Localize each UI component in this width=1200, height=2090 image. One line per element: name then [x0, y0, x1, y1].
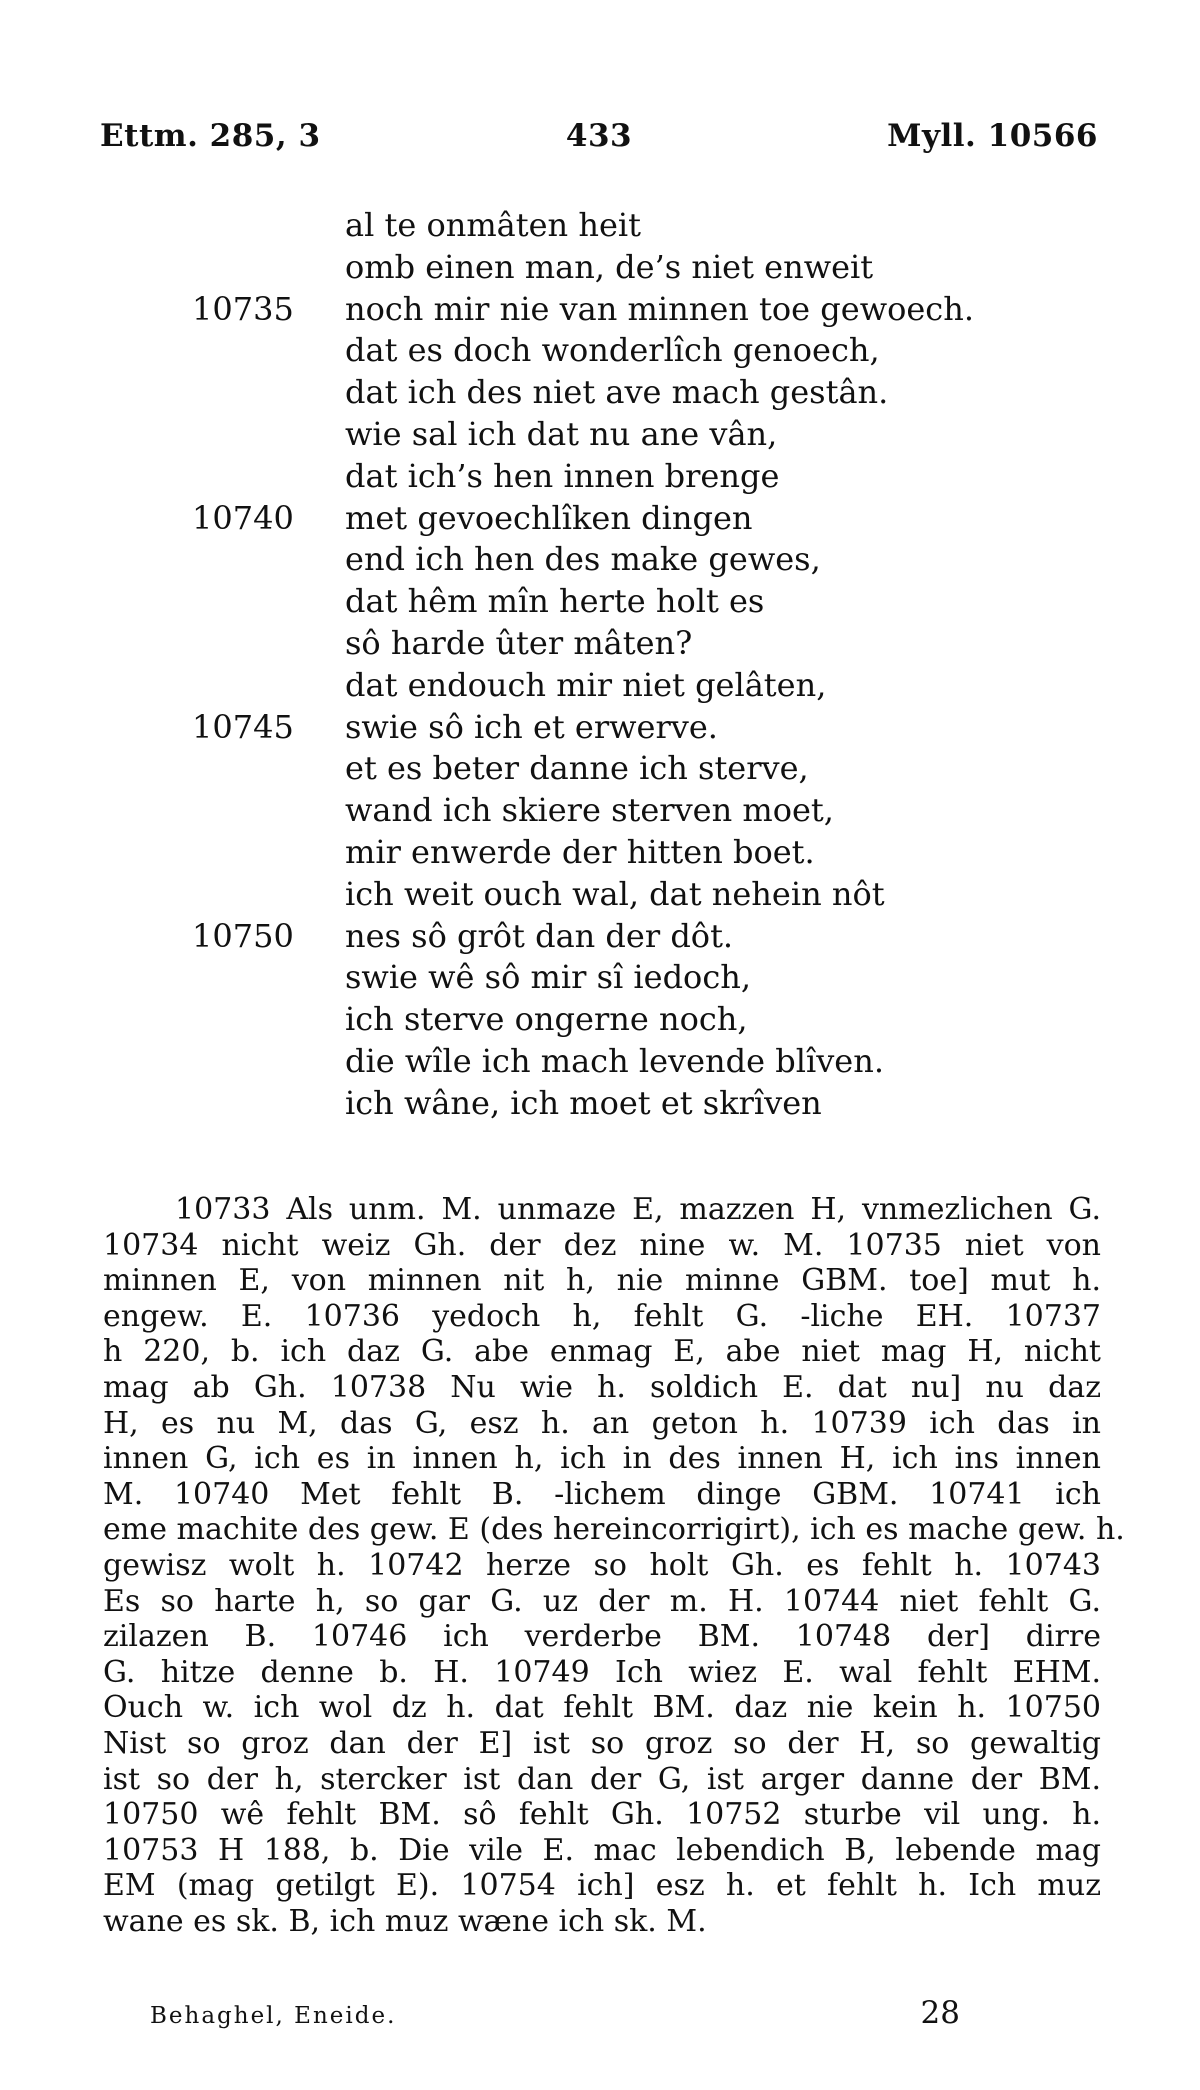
verse-line: [150, 957, 1050, 999]
verse-text-line: et es beter danne ich sterve,: [345, 749, 809, 788]
verse-text-line: swie sô ich et erwerve.: [345, 707, 718, 746]
verse-text-line: end ich hen des make gewes,: [345, 540, 821, 579]
verse-number: 10740: [192, 498, 294, 537]
apparatus-line: 10753 H 188, b. Die vile E. mac lebendich B, lebende mag: [103, 1832, 1101, 1868]
verse-line: [150, 247, 1050, 289]
verse-text-line: nes sô grôt dan der dôt.: [345, 916, 734, 955]
header-right-reference: Myll. 10566: [887, 118, 1098, 154]
verse-text-line: die wîle ich mach levende blîven.: [345, 1041, 884, 1080]
apparatus-line: wane es sk. B, ich muz wæne ich sk. M.: [103, 1903, 707, 1939]
verse-line: [150, 916, 1050, 958]
verse-line: [150, 1083, 1050, 1125]
apparatus-line: engew. E. 10736 yedoch h, fehlt G. -liche EH. 10737: [103, 1298, 1101, 1334]
verse-line: [150, 790, 1050, 832]
apparatus-line: h 220, b. ich daz G. abe enmag E, abe niet mag H, nicht: [103, 1334, 1101, 1370]
verse-line: [150, 372, 1050, 414]
verse-text-line: omb einen man, de’s niet enweit: [345, 247, 874, 286]
apparatus-line: mag ab Gh. 10738 Nu wie h. soldich E. dat nu] nu daz: [103, 1369, 1101, 1405]
verse-text-line: wand ich skiere sterven moet,: [345, 791, 834, 830]
apparatus-line: gewisz wolt h. 10742 herze so holt Gh. es fehlt h. 10743: [103, 1547, 1101, 1583]
verse-line: [150, 289, 1050, 331]
apparatus-line: Es so harte h, so gar G. uz der m. H. 10744 niet fehlt G.: [103, 1583, 1101, 1619]
verse-number: 10745: [192, 707, 294, 746]
verse-text-line: mir enwerde der hitten boet.: [345, 832, 815, 871]
page-footer: [150, 1995, 960, 2035]
apparatus-line: 10733 Als unm. M. unmaze E, mazzen H, vnmezlichen G.: [175, 1192, 1101, 1227]
verse-text-line: swie wê sô mir sî iedoch,: [345, 958, 752, 997]
verse-text-line: dat ich des niet ave mach gestân.: [345, 373, 889, 412]
verse-line: [150, 414, 1050, 456]
apparatus-line: G. hitze denne b. H. 10749 Ich wiez E. wal fehlt EHM.: [103, 1654, 1101, 1690]
verse-text-line: dat es doch wonderlîch genoech,: [345, 331, 880, 370]
footer-signature: Behaghel, Eneide.: [150, 2003, 397, 2029]
verse-text-line: dat endouch mir niet gelâten,: [345, 665, 827, 704]
running-header: [100, 118, 1098, 162]
critical-apparatus: [103, 1192, 1125, 1939]
verse-line: [150, 832, 1050, 874]
verse-line: [150, 581, 1050, 623]
header-left-reference: Ettm. 285, 3: [100, 118, 321, 154]
verse-line: [150, 539, 1050, 581]
apparatus-line: Nist so groz dan der E] ist so groz so der H, so gewaltig: [103, 1725, 1101, 1761]
verse-line: [150, 1041, 1050, 1083]
signature-number: 28: [920, 1995, 960, 2031]
apparatus-line: eme machite des gew. E (des hereincorrigirt), ich es mache gew. h.: [103, 1512, 1125, 1548]
apparatus-line: M. 10740 Met fehlt B. -lichem dinge GBM. 10741 ich: [103, 1476, 1101, 1512]
verse-line: [150, 498, 1050, 540]
verse-number: 10750: [192, 916, 294, 955]
verse-line: [150, 205, 1050, 247]
verse-text-line: dat ich’s hen innen brenge: [345, 456, 780, 495]
verse-text-line: ich weit ouch wal, dat nehein nôt: [345, 874, 885, 913]
page-number: 433: [565, 118, 633, 154]
verse-text-line: ich wâne, ich moet et skrîven: [345, 1083, 822, 1122]
verse-line: [150, 874, 1050, 916]
apparatus-line: zilazen B. 10746 ich verderbe BM. 10748 der] dirre: [103, 1619, 1101, 1655]
verse-text-line: al te onmâten heit: [345, 206, 641, 244]
verse-text-line: ich sterve ongerne noch,: [345, 1000, 748, 1039]
verse-text-line: noch mir nie van minnen toe gewoech.: [345, 289, 974, 328]
verse-line: [150, 707, 1050, 749]
verse-text: [150, 205, 1050, 1125]
verse-number: 10735: [192, 289, 294, 328]
apparatus-line: ist so der h, stercker ist dan der G, ist arger danne der BM.: [103, 1761, 1101, 1797]
verse-text-line: sô harde ûter mâten?: [345, 623, 693, 662]
apparatus-line: Ouch w. ich wol dz h. dat fehlt BM. daz nie kein h. 10750: [103, 1690, 1101, 1726]
apparatus-line: minnen E, von minnen nit h, nie minne GBM. toe] mut h.: [103, 1263, 1101, 1299]
apparatus-line: innen G, ich es in innen h, ich in des innen H, ich ins innen: [103, 1441, 1101, 1477]
apparatus-line: H, es nu M, das G, esz h. an geton h. 10739 ich das in: [103, 1405, 1101, 1441]
verse-line: [150, 330, 1050, 372]
apparatus-line: 10750 wê fehlt BM. sô fehlt Gh. 10752 sturbe vil ung. h.: [103, 1797, 1101, 1833]
verse-line: [150, 456, 1050, 498]
apparatus-line: EM (mag getilgt E). 10754 ich] esz h. et fehlt h. Ich muz: [103, 1868, 1101, 1904]
verse-line: [150, 748, 1050, 790]
verse-text-line: dat hêm mîn herte holt es: [345, 582, 765, 621]
verse-text-line: wie sal ich dat nu ane vân,: [345, 414, 778, 453]
apparatus-line: 10734 nicht weiz Gh. der dez nine w. M. 10735 niet von: [103, 1227, 1101, 1263]
verse-text-line: met gevoechlîken dingen: [345, 498, 753, 537]
verse-line: [150, 665, 1050, 707]
verse-line: [150, 999, 1050, 1041]
verse-line: [150, 623, 1050, 665]
